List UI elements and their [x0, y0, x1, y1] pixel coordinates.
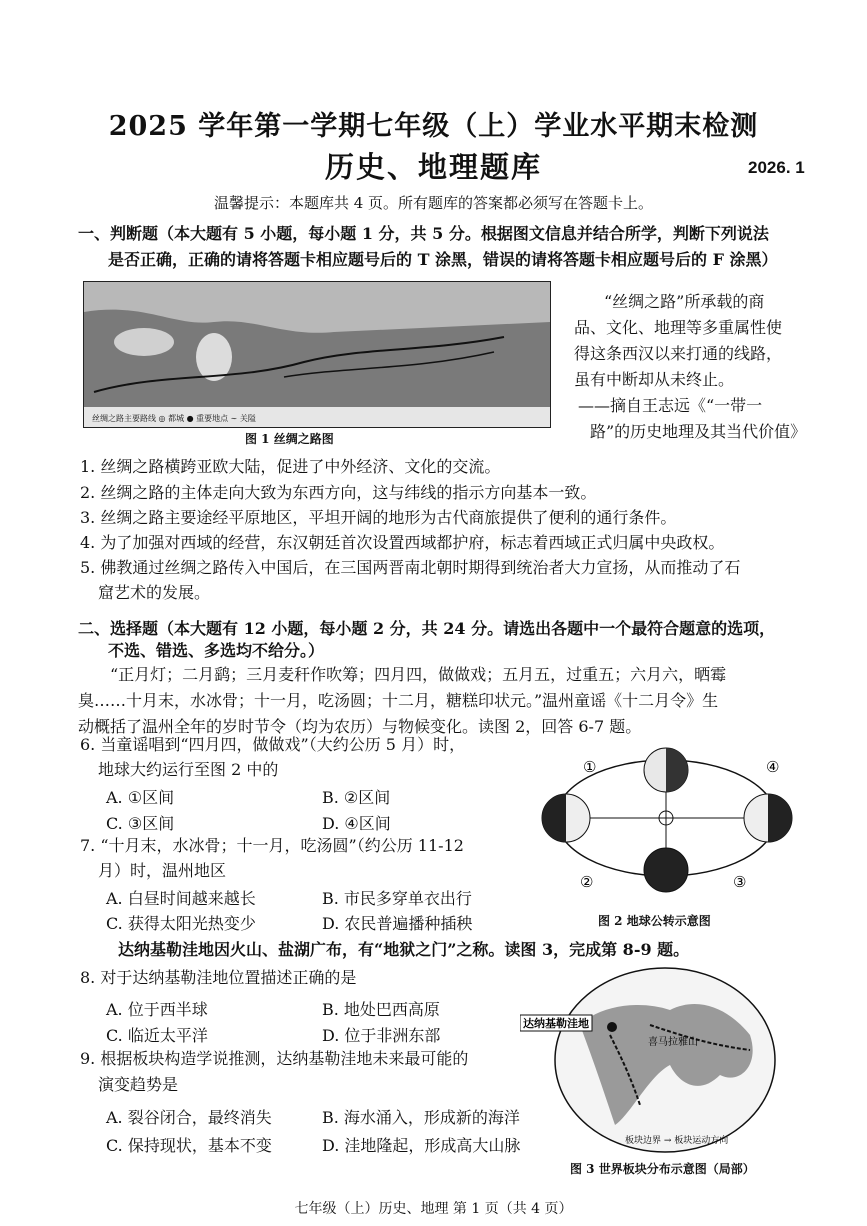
- earth-orbit-diagram: [528, 730, 803, 915]
- orbit-label-2: ②: [580, 873, 594, 891]
- judge-item-5: 5. 佛教通过丝绸之路传入中国后，在三国两晋南北朝时期得到统治者大力宣扬，从而推动了石: [80, 558, 741, 577]
- quote-line: “丝绸之路”所承载的商: [604, 292, 765, 311]
- map-legend: 丝绸之路主要路线 ◎ 都城 ● 重要地点 ∼ 关隘: [92, 414, 256, 423]
- silk-road-map-image: [84, 282, 550, 427]
- intro-8-9: 达纳基勒洼地因火山、盐湖广布，有“地狱之门”之称。读图 3，完成第 8-9 题。: [118, 940, 690, 959]
- part2-heading: 二、选择题（本大题有 12 小题，每小题 2 分，共 24 分。请选出各题中一个最符合题意的选项，: [78, 619, 776, 638]
- ballad-intro: [78, 662, 867, 740]
- exam-date: 2026. 1: [748, 158, 805, 177]
- q9-option-b[interactable]: B. 海水涌入，形成新的海洋: [322, 1108, 520, 1127]
- part2-heading-2: 不选、错选、多选均不给分。）: [108, 641, 325, 660]
- q6-option-d[interactable]: D. ④区间: [322, 814, 391, 833]
- question-6: 6. 当童谣唱到“四月四，做做戏”（大约公历 5 月）时，: [80, 735, 466, 754]
- quote-line: 得这条西汉以来打通的线路，: [574, 344, 783, 363]
- exam-title: 2025 学年第一学期七年级（上）学业水平期末检测: [108, 111, 759, 142]
- orbit-label-1: ①: [583, 758, 597, 776]
- fig3-legend: 板块边界 → 板块运动方向: [625, 1136, 729, 1146]
- question-9-cont: 演变趋势是: [98, 1075, 179, 1094]
- orbit-label-3: ③: [733, 873, 747, 891]
- q9-option-c[interactable]: C. 保持现状，基本不变: [106, 1136, 272, 1155]
- question-6-cont: 地球大约运行至图 2 中的: [98, 760, 279, 779]
- ballad-line: “正月灯；二月鹞；三月麦秆作吹筹；四月四，做做戏；五月五，过重五；六月六，晒霉: [110, 665, 727, 684]
- judge-item-2: 2. 丝绸之路的主体走向大致为东西方向，这与纬线的指示方向基本一致。: [80, 483, 597, 502]
- fig3-label: 达纳基勒洼地: [523, 1017, 589, 1030]
- q7-option-d[interactable]: D. 农民普遍播种插秧: [322, 914, 473, 933]
- q7-option-a[interactable]: A. 白昼时间越来越长: [106, 889, 256, 908]
- silk-road-map: [83, 281, 551, 428]
- q9-option-d[interactable]: D. 洼地隆起，形成高大山脉: [322, 1136, 521, 1155]
- q8-option-d[interactable]: D. 位于非洲东部: [322, 1026, 441, 1045]
- world-plates-map: [520, 965, 785, 1160]
- q7-option-c[interactable]: C. 获得太阳光热变少: [106, 914, 256, 933]
- judge-item-3: 3. 丝绸之路主要途经平原地区，平坦开阔的地形为古代商旅提供了便利的通行条件。: [80, 508, 677, 527]
- fig2-caption: 图 2 地球公转示意图: [598, 914, 711, 928]
- question-8: 8. 对于达纳基勒洼地位置描述正确的是: [80, 968, 357, 987]
- q6-option-a[interactable]: A. ①区间: [106, 788, 175, 807]
- q8-option-a[interactable]: A. 位于西半球: [106, 1000, 208, 1019]
- judge-item-1: 1. 丝绸之路横跨亚欧大陆，促进了中外经济、文化的交流。: [80, 457, 501, 476]
- q7-option-b[interactable]: B. 市民多穿单衣出行: [322, 889, 472, 908]
- page-footer: 七年级（上）历史、地理 第 1 页（共 4 页）: [294, 1201, 573, 1217]
- question-7-cont: 月）时，温州地区: [98, 861, 227, 880]
- tip-text: 温馨提示：本题库共 4 页。所有题库的答案都必须写在答题卡上。: [213, 194, 654, 212]
- orbit-label-4: ④: [766, 758, 780, 776]
- q6-option-c[interactable]: C. ③区间: [106, 814, 175, 833]
- exam-subtitle: 历史、地理题库: [324, 150, 542, 184]
- judge-item-4: 4. 为了加强对西域的经营，东汉朝廷首次设置西域都护府，标志着西域正式归属中央政权。: [80, 533, 725, 552]
- fig3-caption: 图 3 世界板块分布示意图（局部）: [570, 1162, 755, 1176]
- fig1-caption: 图 1 丝绸之路图: [245, 432, 334, 446]
- fig3-label-himalaya: 喜马拉雅山: [648, 1037, 698, 1048]
- part1-heading: 一、判断题（本大题有 5 小题，每小题 1 分，共 5 分。根据图文信息并结合所学，判断下列说法: [78, 224, 769, 243]
- q8-option-b[interactable]: B. 地处巴西高原: [322, 1000, 440, 1019]
- quote-line: 虽有中断却从未终止。: [574, 370, 735, 389]
- ballad-line: 臭……十月末，水冰骨；十一月，吃汤圆；十二月，糖糕印状元。”温州童谣《十二月令》生: [78, 691, 719, 710]
- question-7: 7. “十月末，水冰骨；十一月，吃汤圆”（约公历 11-12: [80, 836, 464, 855]
- ballad-line: 动概括了温州全年的岁时节令（均为农历）与物候变化。读图 2，回答 6-7 题。: [78, 717, 642, 736]
- q6-option-b[interactable]: B. ②区间: [322, 788, 391, 807]
- quote-line: ——摘自王志远《“一带一: [578, 396, 763, 415]
- part1-heading-2: 是否正确，正确的请将答题卡相应题号后的 T 涂黑，错误的请将答题卡相应题号后的 F 涂黑）: [108, 250, 778, 269]
- quote-line: 品、文化、地理等多重属性使: [574, 318, 783, 337]
- q8-option-c[interactable]: C. 临近太平洋: [106, 1026, 208, 1045]
- judge-item-5-cont: 窟艺术的发展。: [98, 583, 211, 602]
- quote-block: [574, 289, 864, 445]
- question-9: 9. 根据板块构造学说推测，达纳基勒洼地未来最可能的: [80, 1049, 469, 1068]
- quote-line: 路”的历史地理及其当代价值》: [590, 422, 807, 441]
- q9-option-a[interactable]: A. 裂谷闭合，最终消失: [106, 1108, 272, 1127]
